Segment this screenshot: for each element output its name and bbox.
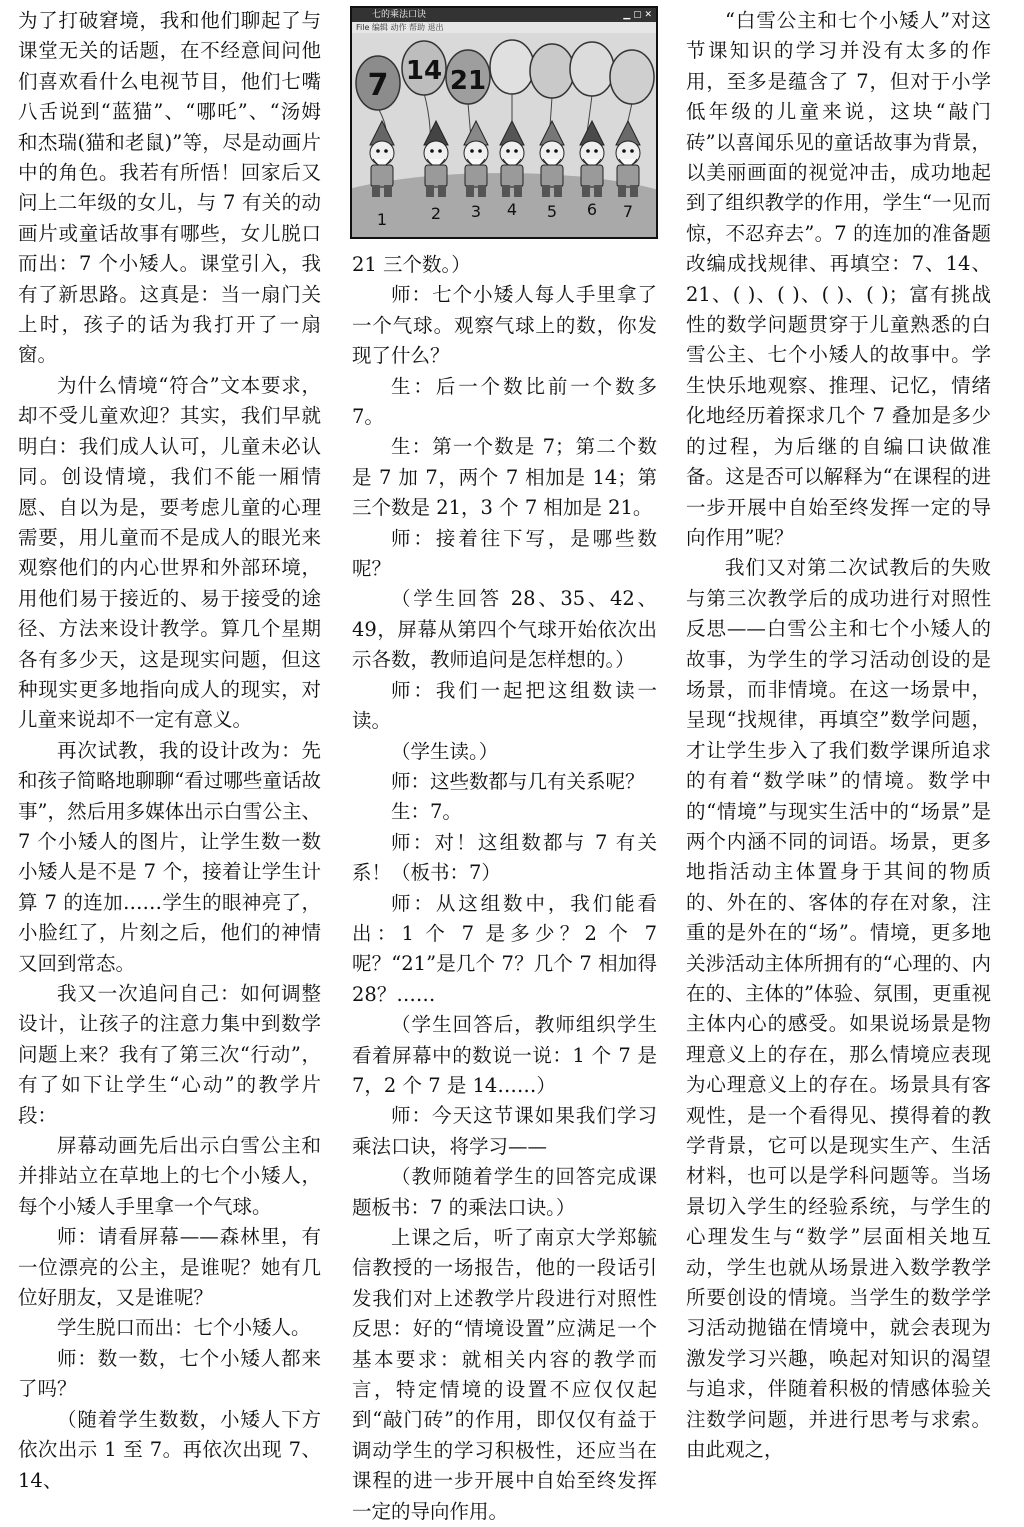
paragraph: 上课之后，听了南京大学郑毓信教授的一场报告，他的一段话引发我们对上述教学片段进行对照性反思：好的“情境设置”应满足一个基本要求：就相关内容的教学而言，特定情境的设置不应仅仅起到“敲门砖”的作用，即仅仅有益于调动学生的学习积极性，还应当在课程的进一步开展中自始至终发挥一定的导向作用。 [352,1226,657,1523]
paragraph: （学生读。） [391,739,499,763]
paragraph: 师：我们一起把这组数读一读。 [352,678,657,733]
paragraph: 师：七个小矮人每人手里拿了一个气球。观察气球上的数，你发现了什么？ [352,283,657,368]
paragraph: “白雪公主和七个小矮人”对这节课知识的学习并没有太多的作用，至多是蕴含了 7，但对于小学低年级的儿童来说，这块“敲门砖”以喜闻乐见的童话故事为背景，以美丽画面的视觉冲击，成功地起到了组织教学的作用，学生“一见而惊，不忍弃去”。7 的连加的准备题改编成找规律、再填空：7、14、21、( )、( )、( )、( )；富有挑战性的数学问题贯穿于儿童熟悉的白雪公主、七个小矮人的故事中。学生快乐地观察、推理、记忆，情绪化地经历着探求几个 7 叠加是多少的过程，为后继的自编口诀做准备。这是否可以解释为“在课程的进一步开展中自始至终发挥一定的导向作用”呢？ [686,9,991,549]
balloon-number: 21 [449,66,487,96]
figure-window-titlebar [352,8,656,22]
paragraph: 为什么情境“符合”文本要求，却不受儿童欢迎？其实，我们早就明白：我们成人认可，儿童未必认同。创设情境，我们不能一厢情愿、自以为是，要考虑儿童的心理需要，用儿童而不是成人的眼光来观察他们的内心世界和外部环境，用他们易于接近的、易于接受的途径、方法来设计教学。算几个星期各有多少天，这是现实问题，但这种现实更多地指向成人的现实，对儿童来说却不一定有意义。 [18,373,321,732]
scene-illustration [352,33,656,237]
paragraph: 为了打破窘境，我和他们聊起了与课堂无关的话题，在不经意间问他们喜欢看什么电视节目，他们七嘴八舌说到“蓝猫”、“哪吒”、“汤姆和杰瑞(猫和老鼠)”等，尽是动画片中的角色。我若有所悟！回家后又问上二年级的女儿，与 7 有关的动画片或童话故事有哪些，女儿脱口而出：7 个小矮人。课堂引入，我有了新思路。这真是：当一扇门关上时，孩子的话为我打开了一扇窗。 [18,9,321,367]
paragraph: 21 三个数。） [352,253,471,276]
paragraph: （学生回答后，教师组织学生看着屏幕中的数说一说：1 个 7 是 7，2 个 7 是 14……） [352,1013,657,1097]
paragraph: 师：数一数，七个小矮人都来了吗？ [18,1346,321,1401]
paragraph: 师：从这组数中，我们能看出：1 个 7 是多少？2 个 7 呢？“21”是几个 7？几个 7 相加得 28？…… [352,891,657,1006]
text-column-1 [18,6,321,1496]
dwarf-number: 4 [506,200,518,219]
paragraph: 师：今天这节课如果我们学习乘法口诀，将学习—— [352,1104,657,1158]
dwarf-number: 3 [470,202,482,221]
courseware-figure [350,6,658,239]
window-buttons-icon: ▁ ▢ ✕ [623,10,652,20]
paragraph: 师：接着往下写，是哪些数呢？ [352,526,657,581]
paragraph: 我又一次追问自己：如何调整设计，让孩子的注意力集中到数学问题上来？我有了第三次“行动”，有了如下让学生“心动”的教学片段： [18,982,321,1127]
paragraph: 生：第一个数是 7；第二个数是 7 加 7，两个 7 相加是 14；第三个数是 21，3 个 7 相加是 21。 [352,435,657,520]
text-column-3 [686,6,991,1466]
figure-menubar: File 编辑 动作 帮助 退出 [352,22,656,33]
balloon-number: 14 [405,56,443,86]
figure-window-title: 七的乘法口诀 [372,10,427,20]
paragraph: 生：后一个数比前一个数多 7。 [352,374,657,429]
paragraph: 再次试教，我的设计改为：先和孩子简略地聊聊“看过哪些童话故事”，然后用多媒体出示白雪公主、7 个小矮人的图片，让学生数一数小矮人是不是 7 个，接着让学生计算 7 的连加……学生的眼神亮了，小脸红了，片刻之后，他们的神情又回到常态。 [18,738,321,975]
balloon-number: 7 [367,68,389,103]
paragraph: 学生脱口而出：七个小矮人。 [57,1316,311,1340]
paragraph: （教师随着学生的回答完成课题板书：7 的乘法口诀。） [352,1165,657,1219]
paragraph: 生：7。 [391,800,462,824]
paragraph: （随着学生数数，小矮人下方依次出示 1 至 7。再依次出现 7、14、 [18,1407,321,1492]
paragraph: （学生回答 28、35、42、49，屏幕从第四个气球开始依次出示各数，教师追问是怎样想的。） [352,587,657,672]
paragraph: 师：这些数都与几有关系呢？ [391,769,645,793]
dwarf-number: 1 [376,210,388,229]
dwarf-number: 5 [546,202,558,221]
paragraph: 师：对！这组数都与 7 有关系！（板书：7） [352,830,657,885]
text-column-2 [352,250,657,1527]
paragraph: 师：请看屏幕——森林里，有一位漂亮的公主，是谁呢？她有几位好朋友，又是谁呢？ [18,1225,321,1310]
paragraph: 我们又对第二次试教后的失败与第三次教学后的成功进行对照性反思——白雪公主和七个小矮人的故事，为学生的学习活动创设的是场景，而非情境。在这一场景中，呈现“找规律，再填空”数学问题，才让学生步入了我们数学课所追求的有着“数学味”的情境。数学中的“情境”与现实生活中的“场景”是两个内涵不同的词语。场景，更多地指活动主体置身于其间的物质的、外在的、客体的存在对象，注重的是外在的“场”。情境，更多地关涉活动主体所拥有的“心理的、内在的、主体的”体验、氛围，更重视主体内心的感受。如果说场景是物理意义上的存在，那么情境应表现为心理意义上的存在。场景具有客观性，是一个看得见、摸得着的教学背景，它可以是现实生产、生活材料，也可以是学科问题等。当场景切入学生的经验系统，与学生的心理发生与“数学”层面相关地互动，学生也就从场景进入数学教学所要创设的情境。当学生的数学学习活动抛锚在情境中，就会表现为激发学习兴趣，唤起对知识的渴望与追求，伴随着积极的情感体验关注数学问题，并进行思考与求索。由此观之， [686,556,991,1462]
paragraph: 屏幕动画先后出示白雪公主和并排站立在草地上的七个小矮人，每个小矮人手里拿一个气球。 [18,1134,321,1218]
dwarf-number: 6 [586,200,598,219]
dwarf-number: 2 [430,204,442,223]
dwarf-number: 7 [622,202,634,221]
